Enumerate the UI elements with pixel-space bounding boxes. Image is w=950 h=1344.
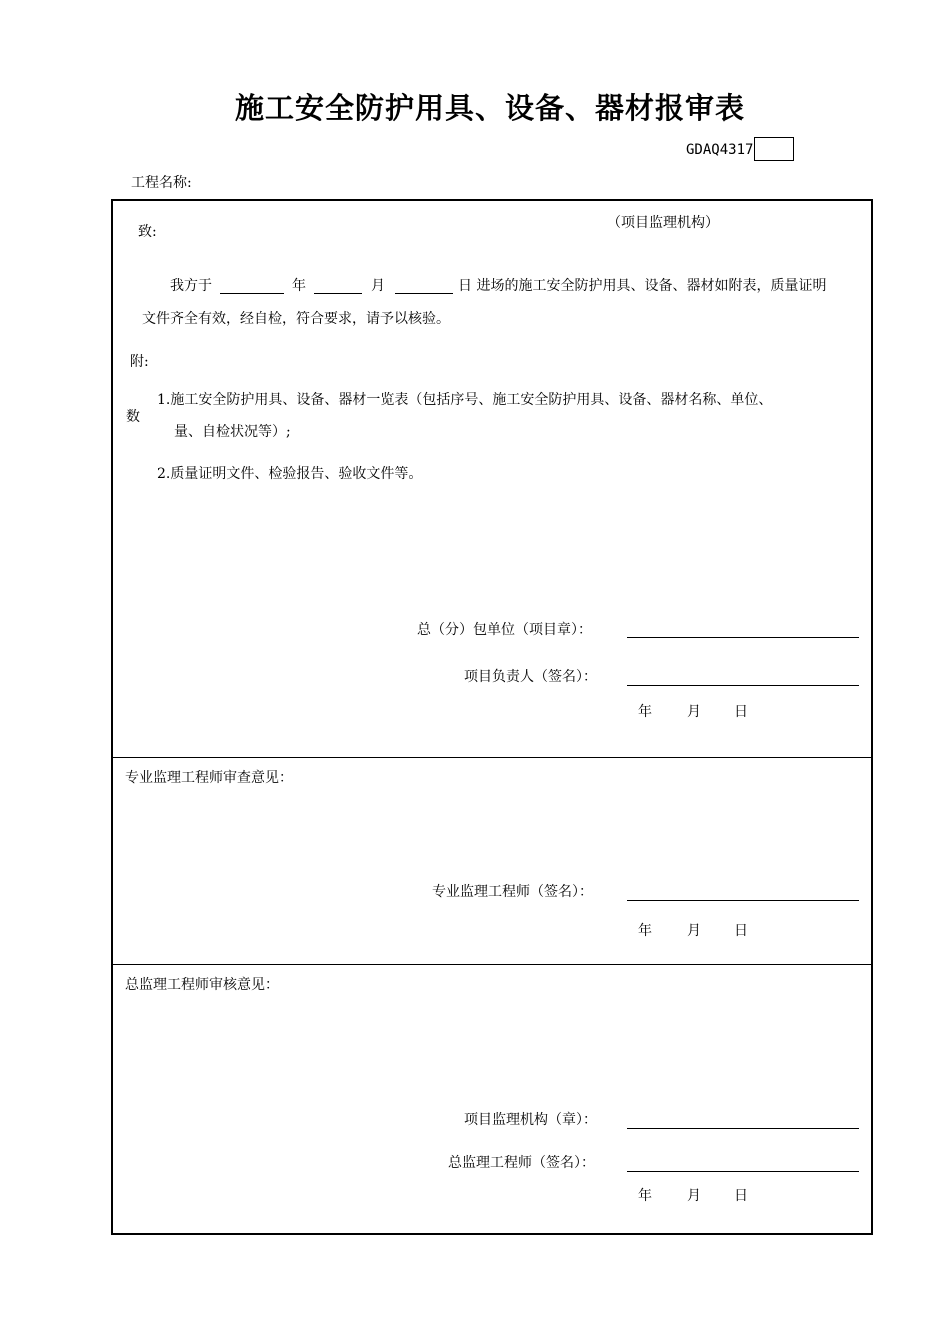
attachment-item-1-quantity: 数 [126,409,140,425]
to-label: 致: [138,224,157,240]
date-year: 年 [638,1188,652,1204]
date-month: 月 [687,704,701,720]
intro-line2: 文件齐全有效，经自检，符合要求，请予以核验。 [142,311,450,327]
attachment-label: 附: [130,354,149,370]
supervision-org-seal-line[interactable] [627,1128,859,1129]
month-blank[interactable] [314,293,362,294]
date-month: 月 [687,923,701,939]
chief-engineer-label: 总监理工程师（签名）： [448,1155,595,1171]
form-code-suffix-box[interactable] [754,137,794,161]
chief-opinion-heading: 总监理工程师审核意见： [125,977,279,993]
contractor-seal-line[interactable] [627,637,859,638]
intro-prefix: 我方于 [170,278,212,294]
date-day: 日 [734,923,748,939]
date-year: 年 [638,704,652,720]
project-manager-signature-line[interactable] [627,685,859,686]
section-divider [113,757,871,758]
specialist-signature-line[interactable] [627,900,859,901]
date-day: 日 [734,704,748,720]
project-manager-label: 项目负责人（签名）： [464,669,597,685]
attachment-item-2: 2.质量证明文件、检验报告、验收文件等。 [157,466,423,482]
project-name-label: 工程名称: [131,175,192,191]
date-month: 月 [687,1188,701,1204]
supervision-org-hint: （项目监理机构） [607,215,719,231]
form-code: GDAQ4317 [686,142,754,158]
day-blank[interactable] [395,293,453,294]
form-table [111,199,873,1235]
section-divider [113,964,871,965]
specialist-signer-label: 专业监理工程师（签名）： [432,884,593,900]
attachment-item-1: 1.施工安全防护用具、设备、器材一览表（包括序号、施工安全防护用具、设备、器材名称、单位、 [157,392,773,408]
date-day: 日 [734,1188,748,1204]
intro-month: 月 [371,278,385,294]
contractor-seal-label: 总（分）包单位（项目章）： [417,622,592,638]
page-title: 施工安全防护用具、设备、器材报审表 [234,91,745,125]
specialist-opinion-heading: 专业监理工程师审查意见： [125,770,293,786]
attachment-item-1-cont: 量、自检状况等）; [174,424,291,440]
intro-text: 日 进场的施工安全防护用具、设备、器材如附表，质量证明 [458,278,827,294]
intro-year: 年 [292,278,306,294]
chief-engineer-signature-line[interactable] [627,1171,859,1172]
date-year: 年 [638,923,652,939]
year-blank[interactable] [220,293,284,294]
supervision-org-seal-label: 项目监理机构（章）： [464,1112,597,1128]
